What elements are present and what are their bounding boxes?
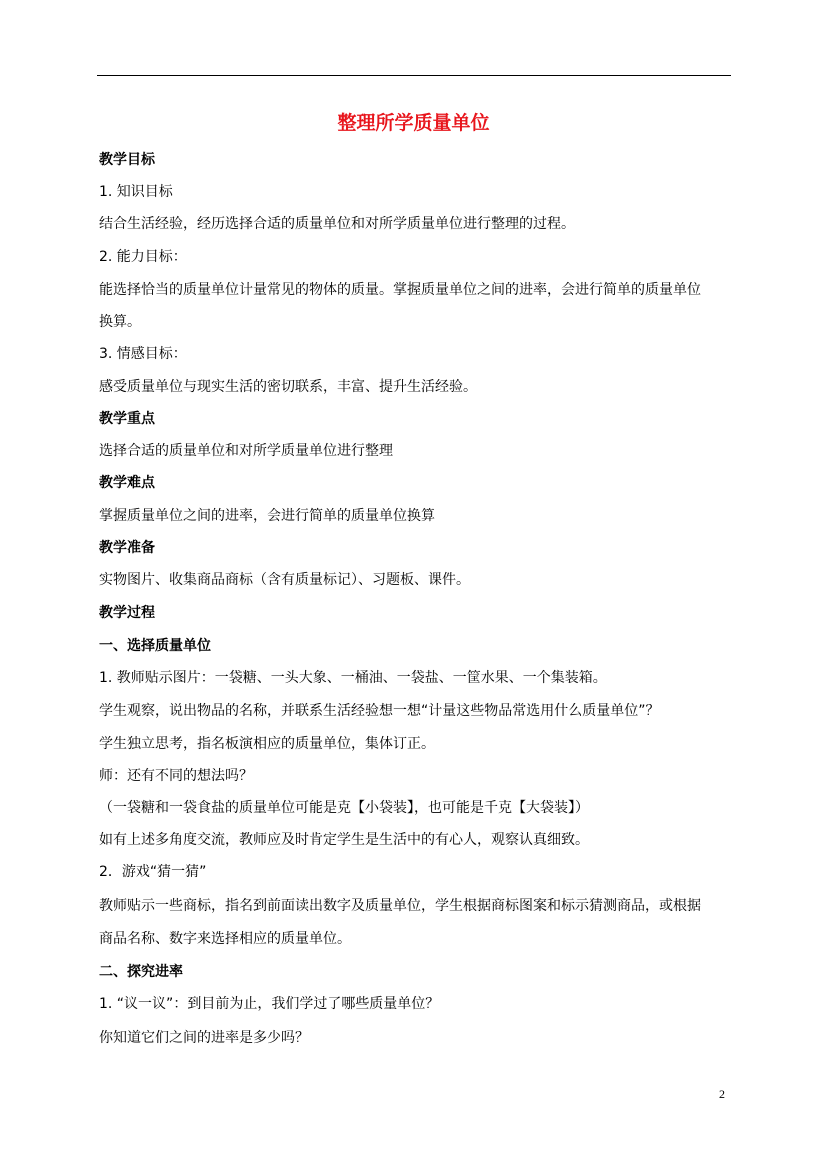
body-line: 学生独立思考，指名板演相应的质量单位，集体订正。 (99, 736, 435, 752)
body-line: 你知道它们之间的进率是多少吗？ (99, 1030, 309, 1046)
section-heading: 教学准备 (99, 540, 155, 556)
body-line: 1. “议一议”：到目前为止，我们学过了哪些质量单位？ (99, 996, 440, 1012)
body-line: 1. 知识目标 (99, 184, 173, 200)
body-line: 如有上述多角度交流，教师应及时肯定学生是生活中的有心人，观察认真细致。 (99, 832, 589, 848)
body-line: 换算。 (99, 314, 141, 330)
body-line: 选择合适的质量单位和对所学质量单位进行整理 (99, 443, 393, 459)
body-line: 实物图片、收集商品商标（含有质量标记）、习题板、课件。 (99, 572, 470, 588)
body-line: （一袋糖和一袋食盐的质量单位可能是克【小袋装】，也可能是千克【大袋装】） (99, 800, 589, 816)
body-line: 2．游戏“猜一猜” (99, 864, 207, 880)
section-heading: 二、探究进率 (99, 964, 183, 980)
body-line: 学生观察，说出物品的名称，并联系生活经验想一想“计量这些物品常选用什么质量单位”？ (99, 703, 660, 719)
body-line: 商品名称、数字来选择相应的质量单位。 (99, 931, 351, 947)
body-line: 感受质量单位与现实生活的密切联系，丰富、提升生活经验。 (99, 379, 477, 395)
body-line: 师：还有不同的想法吗？ (99, 768, 253, 784)
document-title: 整理所学质量单位 (337, 112, 490, 134)
page-number: 2 (719, 1087, 725, 1101)
section-heading: 教学重点 (99, 411, 155, 427)
body-line: 结合生活经验，经历选择合适的质量单位和对所学质量单位进行整理的过程。 (99, 216, 575, 232)
section-heading: 教学难点 (99, 475, 155, 491)
body-line: 2. 能力目标： (99, 249, 187, 265)
body-line: 能选择恰当的质量单位计量常见的物体的质量。掌握质量单位之间的进率，会进行简单的质量单位 (99, 282, 701, 298)
section-heading: 教学过程 (99, 605, 155, 621)
section-heading: 一、选择质量单位 (99, 638, 211, 654)
section-heading: 教学目标 (99, 152, 155, 168)
body-line: 3. 情感目标： (99, 346, 187, 362)
body-line: 1. 教师贴示图片：一袋糖、一头大象、一桶油、一袋盐、一筐水果、一个集装箱。 (99, 670, 607, 686)
body-line: 教师贴示一些商标，指名到前面读出数字及质量单位，学生根据商标图案和标示猜测商品，或根据 (99, 898, 701, 914)
body-line: 掌握质量单位之间的进率，会进行简单的质量单位换算 (99, 508, 435, 524)
header-rule (97, 75, 731, 76)
